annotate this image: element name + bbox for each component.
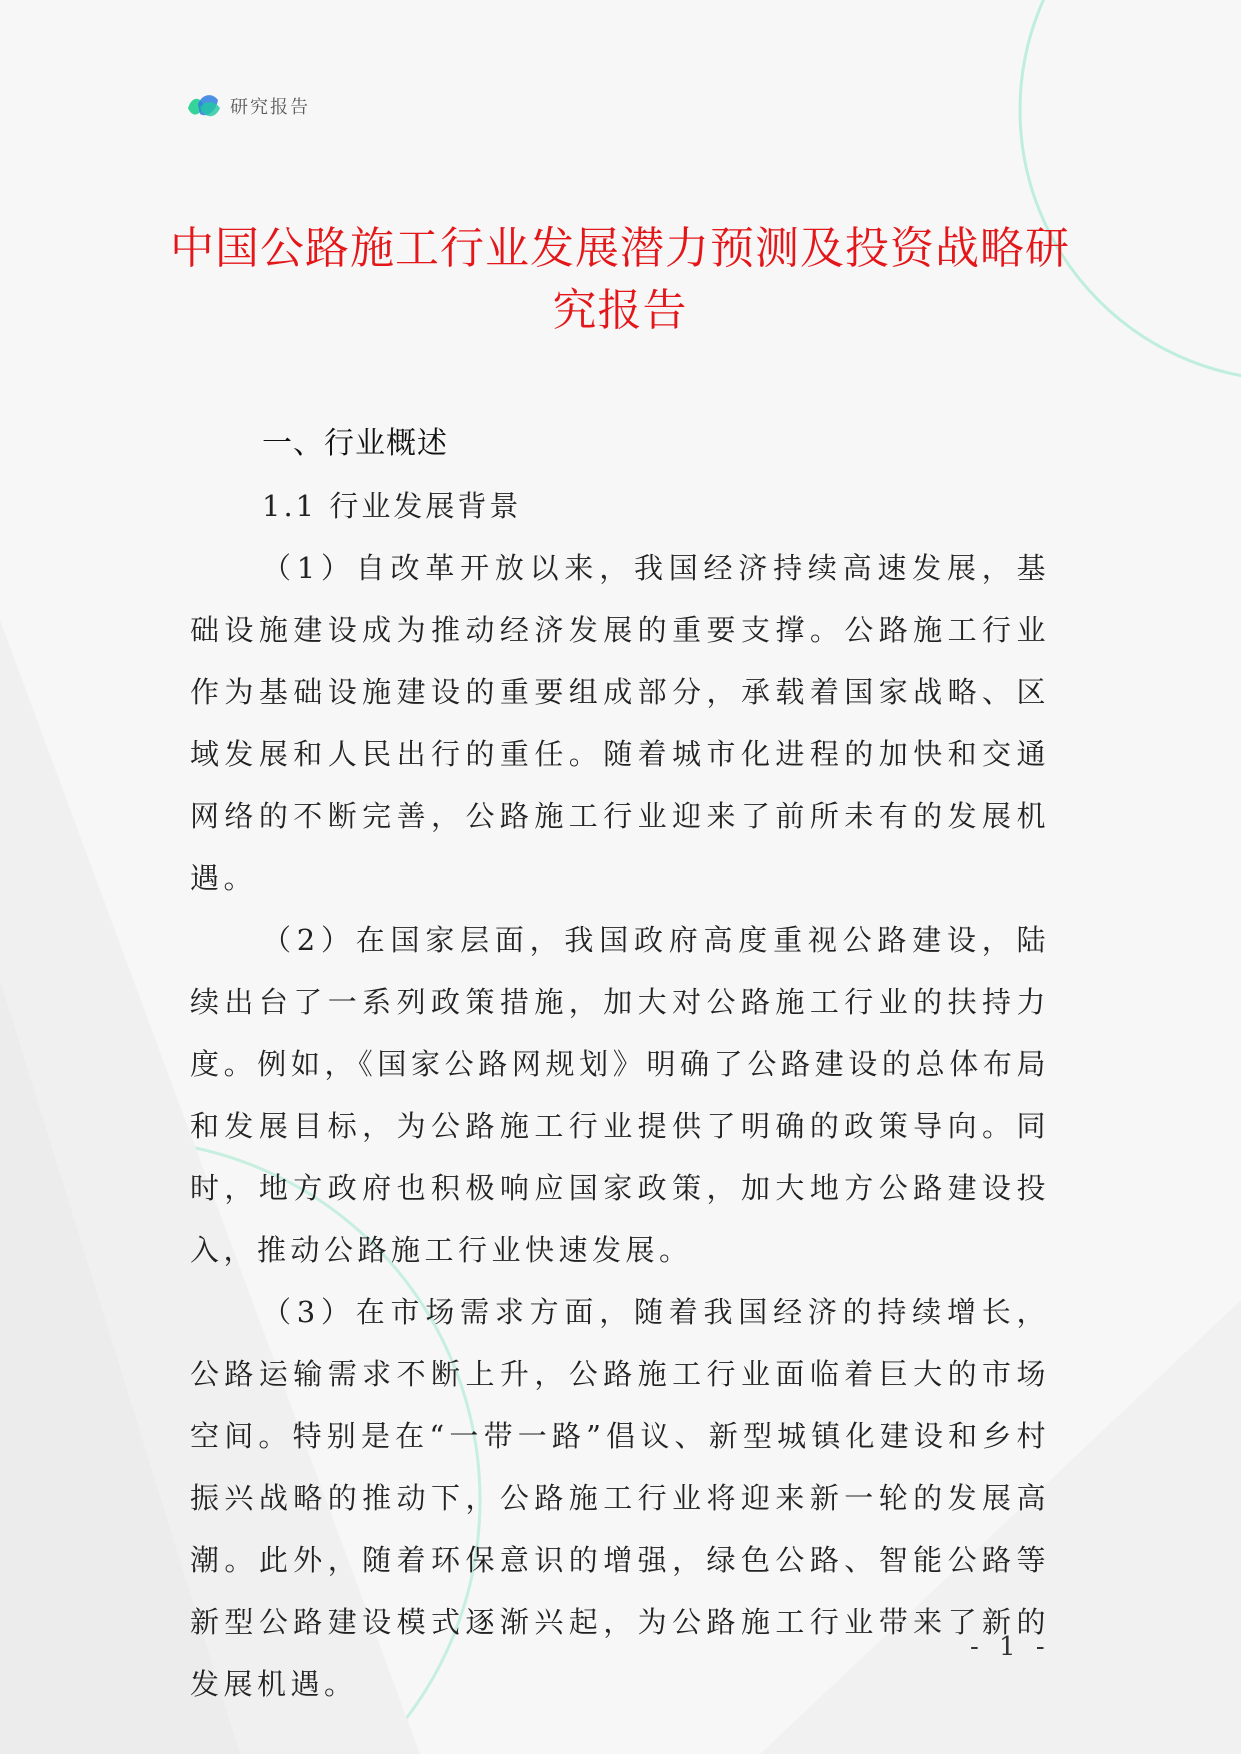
paragraph-3: （3）在市场需求方面，随着我国经济的持续增长，公路运输需求不断上升，公路施工行业面临着巨大的市场空间。特别是在“一带一路”倡议、新型城镇化建设和乡村振兴战略的推动下，公路施工行业将迎来新一轮的发展高潮。此外，随着环保意识的增强，绿色公路、智能公路等新型公路建设模式逐渐兴起，为公路施工行业带来了新的发展机遇。 [190, 1295, 1050, 1701]
brand-logo-icon [186, 88, 222, 124]
paragraph-1: （1）自改革开放以来，我国经济持续高速发展，基础设施建设成为推动经济发展的重要支撑。公路施工行业作为基础设施建设的重要组成部分，承载着国家战略、区域发展和人民出行的重任。随着城市化进程的加快和交通网络的不断完善，公路施工行业迎来了前所未有的发展机遇。 [190, 551, 1050, 895]
header-logo [186, 88, 310, 124]
page-number: - 1 - [970, 1632, 1051, 1662]
paragraph-2: （2）在国家层面，我国政府高度重视公路建设，陆续出台了一系列政策措施，加大对公路施工行业的扶持力度。例如，《国家公路网规划》明确了公路建设的总体布局和发展目标，为公路施工行业提供了明确的政策导向。同时，地方政府也积极响应国家政策，加大地方公路建设投入，推动公路施工行业快速发展。 [190, 923, 1050, 1267]
header-label: 研究报告 [230, 97, 310, 118]
document-body [190, 413, 1050, 1715]
subsection-heading: 1.1 行业发展背景 [262, 489, 522, 523]
section-heading: 一、行业概述 [262, 426, 448, 461]
document-title: 中国公路施工行业发展潜力预测及投资战略研究报告 [170, 223, 1070, 336]
